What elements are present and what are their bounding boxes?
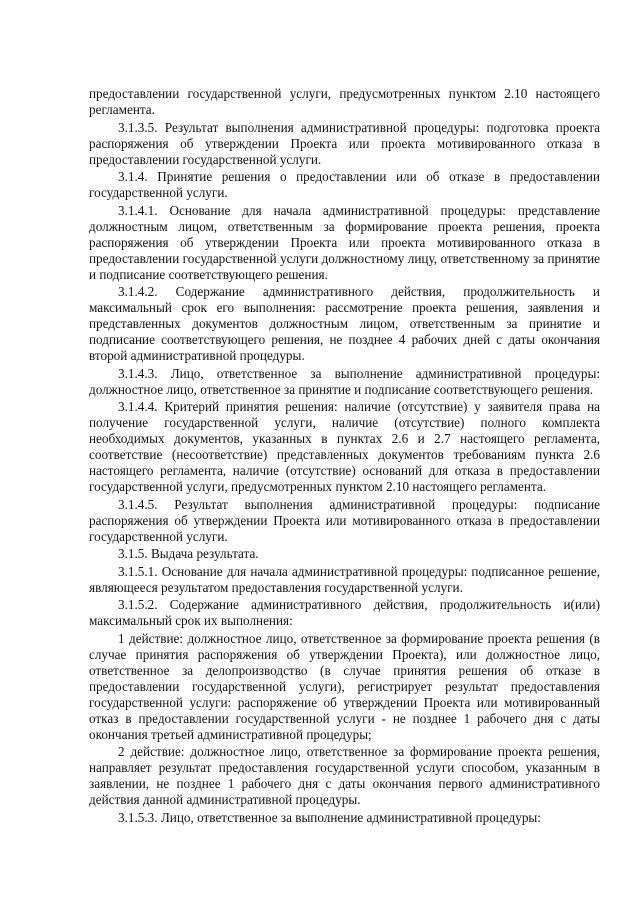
- paragraph: 3.1.4.3. Лицо, ответственное за выполнение административной процедуры: должностное лицо, ответственное за принятие и подписание соответствующего решения.: [89, 365, 600, 397]
- paragraph: предоставлении государственной услуги, предусмотренных пунктом 2.10 настоящего регламента.: [89, 86, 600, 117]
- paragraph: 3.1.4.4. Критерий принятия решения: наличие (отсутствие) у заявителя права на получение государственной услуги, наличие (отсутствие) полного комплекта необходимых документов, указанных в пунктах 2.6 и 2.7 настоящего регламента, соответствие (несоответствие) представленных документов требованиям пункта 2.6 настоящего регламента, наличие (отсутствие) оснований для отказа в предоставлении государственной услуги, предусмотренных пунктом 2.10 настоящего регламента.: [89, 399, 600, 494]
- paragraph: 3.1.4.5. Результат выполнения административной процедуры: подписание распоряжения об утверждении Проекта или мотивированного отказа в предоставлении государственной услуги.: [89, 496, 600, 544]
- paragraph: 3.1.5. Выдача результата.: [118, 546, 259, 561]
- paragraph: 3.1.4. Принятие решения о предоставлении или об отказе в предоставлении государственной услуги.: [89, 169, 600, 200]
- paragraph: 3.1.5.2. Содержание административного действия, продолжительность и(или) максимальный срок их выполнения:: [89, 597, 600, 628]
- paragraph: 3.1.5.3. Лицо, ответственное за выполнение административной процедуры:: [118, 809, 541, 825]
- paragraph: 3.1.4.2. Содержание административного действия, продолжительность и максимальный срок его выполнения: рассмотрение проекта решения, заявления и представленных документов должностным лицом, ответственным за принятие и подписание соответствующего решения, не позднее 4 рабочих дней с даты окончания второй административной процедуры.: [89, 284, 600, 363]
- paragraph: 2 действие: должностное лицо, ответственное за формирование проекта решения, направляет результат предоставления государственной услуги способом, указанным в заявлении, не позднее 1 рабочего дня с даты окончания первого административного действия данной административной процедуры.: [89, 744, 600, 807]
- paragraph: 1 действие: должностное лицо, ответственное за формирование проекта решения (в случае принятия распоряжения об утверждении Проекта), или должностное лицо, ответственное за делопроизводство (в случае принятия решения об отказе в предоставлении государственной услуги), регистрирует результат предоставления государственной услуги: распоряжение об утверждении Проекта или мотивированный отказ в предоставлении государственной услуги - не позднее 1 рабочего дня с даты окончания третьей административной процедуры;: [89, 630, 600, 742]
- paragraph: 3.1.4.1. Основание для начала административной процедуры: представление должностным лицом, ответственным за формирование проекта решения, проекта распоряжения об утверждении Проекта или проекта мотивированного отказа в предоставлении государственной услуги должностному лицу, ответственному за принятие и подписание соответствующего решения.: [89, 202, 600, 282]
- document-body: [89, 86, 600, 826]
- paragraph: 3.1.5.1. Основание для начала административной процедуры: подписанное решение, являющееся результатом предоставления государственной услуги.: [89, 563, 600, 595]
- paragraph: 3.1.3.5. Результат выполнения административной процедуры: подготовка проекта распоряжения об утверждении Проекта или проекта мотивированного отказа в предоставлении государственной услуги.: [89, 119, 600, 167]
